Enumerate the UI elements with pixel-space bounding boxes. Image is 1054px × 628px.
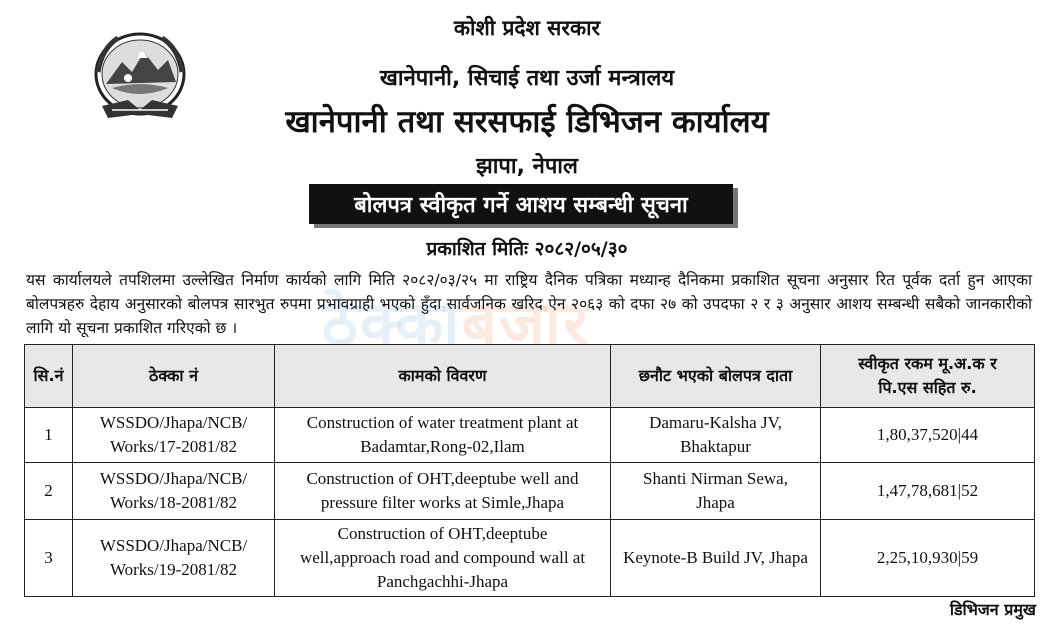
header-contract-no: ठेक्का नं	[73, 345, 275, 408]
cell-sn: 3	[25, 520, 73, 597]
contract-line: Works/17-2081/82	[109, 437, 238, 456]
notice-body: यस कार्यालयले तपशिलमा उल्लेखित निर्माण कार्यको लागि मिति २०८२/०३/२५ मा राष्ट्रिय दैनिक पत्रिका मध्यान्ह दैनिकमा प्रकाशित सूचना अनुसार रित पूर्वक दर्ता हुन आएका बोलपत्रहरु देहाय अनुसारको बोलपत्र सारभुत रुपमा प्रभावग्राही भएको हुँदा सार्वजनिक खरिद ऐन २०६३ को दफा २७ को उपदफा २ र ३ अनुसार आशय सम्बन्धी सबैको जानकारीको लागि यो सूचना प्रकाशित गरिएको छ ।	[26, 271, 1032, 337]
bidder-line: Bhaktapur	[680, 437, 751, 456]
description-line: pressure filter works at Simle,Jhapa	[320, 493, 565, 512]
bidder-line: Damaru-Kalsha JV,	[649, 413, 782, 432]
header-amount	[821, 345, 1035, 408]
header-amount-line2: पि.एस सहित रु.	[878, 378, 977, 397]
table-header-row	[25, 345, 1035, 408]
published-date: प्रकाशित मितिः २०८२/०५/३०	[426, 238, 628, 260]
cell-amount: 2,25,10,930|59	[821, 520, 1035, 597]
bidder-line: Shanti Nirman Sewa,	[643, 469, 788, 488]
cell-bidder	[611, 463, 821, 520]
cell-amount: 1,80,37,520|44	[821, 408, 1035, 463]
bidder-line: Jhapa	[696, 493, 735, 512]
header-sn: सि.नं	[25, 345, 73, 408]
cell-description	[275, 463, 611, 520]
signature: डिभिजन प्रमुख	[949, 600, 1036, 619]
bidder-line: Keynote-B Build JV, Jhapa	[623, 548, 808, 567]
cell-amount: 1,47,78,681|52	[821, 463, 1035, 520]
cell-contract-no	[73, 408, 275, 463]
notice-title: बोलपत्र स्वीकृत गर्ने आशय सम्बन्धी सूचना	[354, 193, 688, 218]
cell-contract-no	[73, 520, 275, 597]
cell-contract-no	[73, 463, 275, 520]
table-row	[25, 520, 1035, 597]
government-name: कोशी प्रदेश सरकार	[453, 16, 601, 40]
description-line: Construction of OHT,deeptube well and	[306, 469, 579, 488]
header-description: कामको विवरण	[275, 345, 611, 408]
ministry-name: खानेपानी, सिचाई तथा उर्जा मन्त्रालय	[379, 66, 675, 91]
table-row	[25, 463, 1035, 520]
watermark-part1: ठेक्का	[322, 287, 462, 360]
description-line: Panchgachhi-Jhapa	[376, 572, 509, 591]
cell-description	[275, 408, 611, 463]
header-amount-line1: स्वीकृत रकम मू.अ.क र	[858, 354, 997, 373]
notice-title-banner	[309, 184, 733, 224]
table-row	[25, 408, 1035, 463]
watermark-part2: बजार	[461, 287, 591, 360]
cell-bidder	[611, 408, 821, 463]
cell-sn: 1	[25, 408, 73, 463]
header-bidder: छनौट भएको बोलपत्र दाता	[611, 345, 821, 408]
office-name: खानेपानी तथा सरसफाई डिभिजन कार्यालय	[285, 104, 769, 140]
cell-sn: 2	[25, 463, 73, 520]
contract-line: WSSDO/Jhapa/NCB/	[99, 413, 248, 432]
description-line: Construction of water treatment plant at	[306, 413, 579, 432]
office-location: झापा, नेपाल	[476, 154, 578, 179]
contract-line: WSSDO/Jhapa/NCB/	[99, 469, 248, 488]
tender-table	[24, 344, 1035, 597]
contract-line: Works/19-2081/82	[109, 560, 238, 579]
contract-line: Works/18-2081/82	[109, 493, 238, 512]
description-line: well,approach road and compound wall at	[299, 548, 586, 567]
description-line: Construction of OHT,deeptube	[337, 524, 548, 543]
cell-bidder	[611, 520, 821, 597]
cell-description	[275, 520, 611, 597]
contract-line: WSSDO/Jhapa/NCB/	[99, 536, 248, 555]
description-line: Badamtar,Rong-02,Ilam	[360, 437, 525, 456]
